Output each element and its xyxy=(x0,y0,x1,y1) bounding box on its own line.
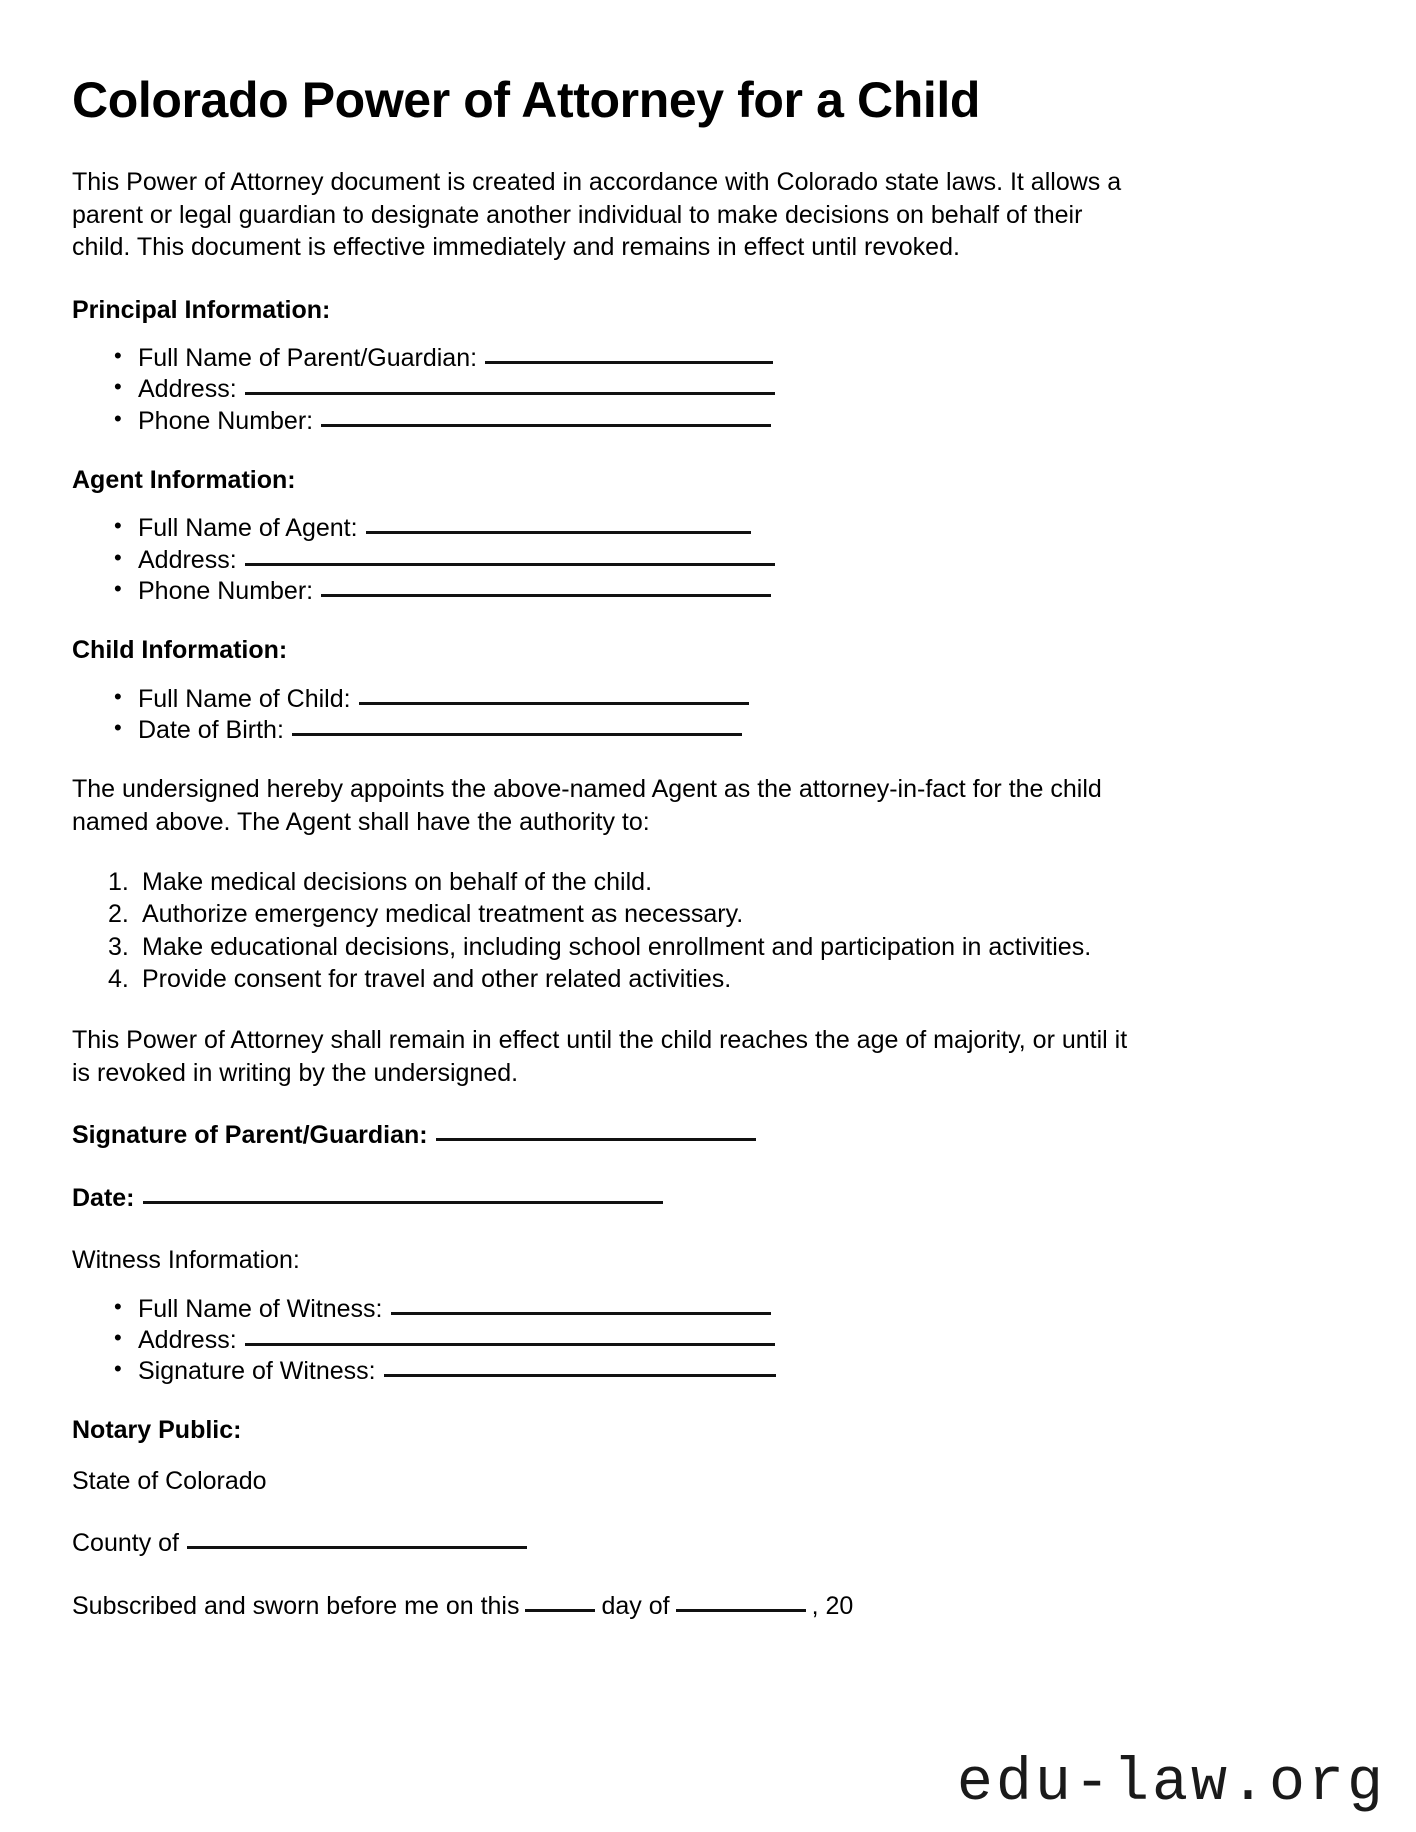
fill-in-blank[interactable] xyxy=(384,1360,776,1377)
parent-signature-line xyxy=(72,1119,1266,1152)
list-item xyxy=(112,577,1266,606)
field-label: Signature of Witness: xyxy=(138,1357,376,1385)
sworn-middle-text: day of xyxy=(601,1591,670,1620)
list-item xyxy=(112,514,1266,543)
fill-in-blank[interactable] xyxy=(359,688,749,705)
fill-in-blank[interactable] xyxy=(366,517,751,534)
field-label: Full Name of Witness: xyxy=(138,1294,383,1323)
field-label: Address: xyxy=(138,1325,237,1354)
field-label: Full Name of Child: xyxy=(138,684,351,713)
list-item xyxy=(112,1295,1266,1324)
field-label: Phone Number: xyxy=(138,576,314,605)
fill-in-blank[interactable] xyxy=(321,580,771,597)
list-item xyxy=(112,375,1266,404)
list-item: Make educational decisions, including school enrollment and participation in activities. xyxy=(142,932,1092,961)
date-blank[interactable] xyxy=(143,1187,663,1204)
fill-in-blank[interactable] xyxy=(245,1329,775,1346)
notary-public-heading: Notary Public: xyxy=(72,1416,242,1445)
list-item: Provide consent for travel and other related activities. xyxy=(142,964,732,993)
sworn-suffix-text: , 20 xyxy=(811,1591,854,1620)
appointment-paragraph: The undersigned hereby appoints the above-named Agent as the attorney-in-fact for the child named above. The Agent shall have the authority to: xyxy=(72,775,1102,836)
notary-state-line: State of Colorado xyxy=(72,1466,267,1495)
principal-information-heading: Principal Information: xyxy=(72,295,331,324)
fill-in-blank[interactable] xyxy=(321,410,771,427)
notary-sworn-line xyxy=(72,1590,1266,1623)
parent-signature-label: Signature of Parent/Guardian: xyxy=(72,1121,428,1149)
sworn-month-blank[interactable] xyxy=(676,1596,806,1612)
list-item xyxy=(112,685,1266,714)
field-label: Address: xyxy=(138,375,237,404)
site-watermark: edu-law.org xyxy=(956,1750,1386,1818)
field-label: Full Name of Parent/Guardian: xyxy=(138,344,478,372)
child-field-list xyxy=(72,685,1266,746)
fill-in-blank[interactable] xyxy=(245,378,775,395)
list-item: Authorize emergency medical treatment as necessary. xyxy=(142,900,744,929)
witness-field-list xyxy=(72,1295,1266,1387)
page-title: Colorado Power of Attorney for a Child xyxy=(72,72,980,128)
date-line xyxy=(72,1182,1266,1215)
list-item xyxy=(112,546,1266,575)
intro-paragraph: This Power of Attorney document is created in accordance with Colorado state laws. It allows a parent or legal guardian to designate another individual to make decisions on behalf of their child. This document is effective immediately and remains in effect until revoked. xyxy=(72,168,1122,261)
notary-county-line xyxy=(72,1527,1266,1560)
fill-in-blank[interactable] xyxy=(485,347,773,364)
list-item xyxy=(112,1326,1266,1355)
parent-signature-blank[interactable] xyxy=(436,1124,756,1141)
principal-field-list xyxy=(72,344,1266,436)
list-item xyxy=(112,716,1266,745)
field-label: Date of Birth: xyxy=(138,715,284,744)
witness-information-heading: Witness Information: xyxy=(72,1246,300,1274)
field-label: Phone Number: xyxy=(138,406,314,435)
list-item xyxy=(112,407,1266,436)
fill-in-blank[interactable] xyxy=(245,549,775,566)
child-information-heading: Child Information: xyxy=(72,636,288,664)
fill-in-blank[interactable] xyxy=(391,1298,771,1315)
county-label: County of xyxy=(72,1529,180,1558)
list-item: Make medical decisions on behalf of the child. xyxy=(142,868,653,896)
authority-list xyxy=(72,868,1266,994)
field-label: Full Name of Agent: xyxy=(138,514,358,543)
sworn-day-blank[interactable] xyxy=(525,1596,595,1612)
list-item xyxy=(112,344,1266,373)
list-item xyxy=(112,1357,1266,1386)
field-label: Address: xyxy=(138,545,237,574)
sworn-prefix-text: Subscribed and sworn before me on this xyxy=(72,1591,520,1620)
duration-paragraph: This Power of Attorney shall remain in effect until the child reaches the age of majority, or until it is revoked in writing by the undersigned. xyxy=(72,1026,1128,1087)
fill-in-blank[interactable] xyxy=(292,719,742,736)
agent-information-heading: Agent Information: xyxy=(72,465,296,494)
county-blank[interactable] xyxy=(187,1532,527,1549)
agent-field-list xyxy=(72,514,1266,606)
date-label: Date: xyxy=(72,1183,135,1212)
